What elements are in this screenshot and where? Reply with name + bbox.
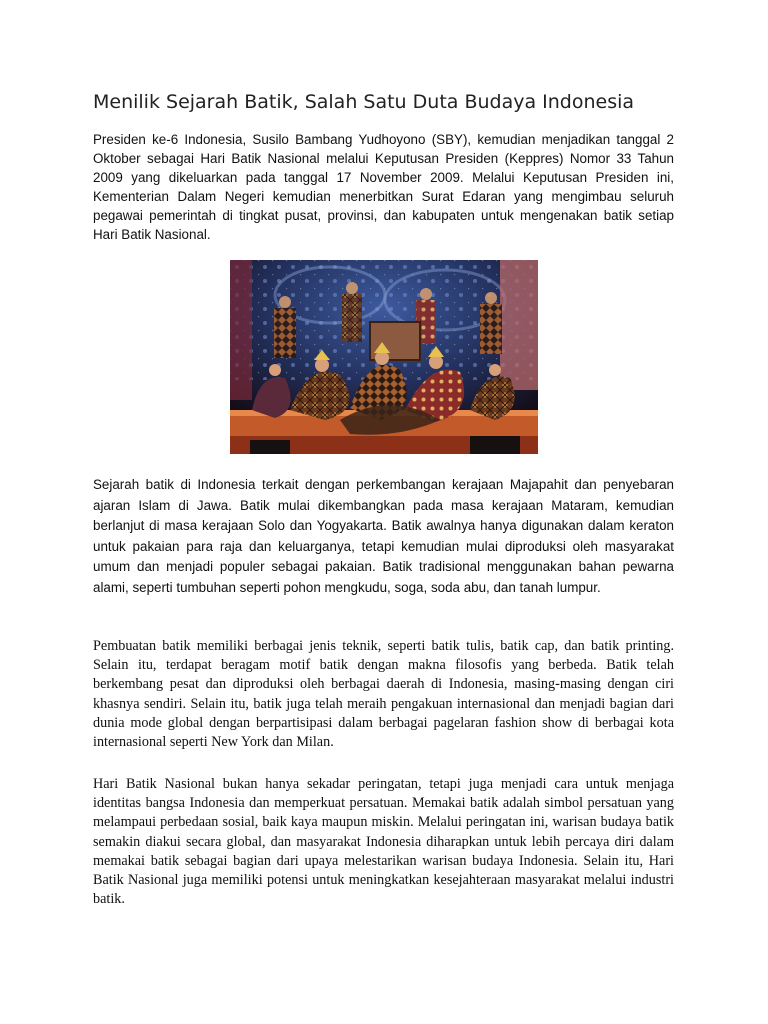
- paragraph-batik-history: Sejarah batik di Indonesia terkait dengan perkembangan kerajaan Majapahit dan penyebaran ajaran Islam di Jawa. Batik mulai dikembangkan pada masa kerajaan Mataram, kemudian berlanjut di masa kerajaan Solo dan Yogyakarta. Batik awalnya hanya digunakan dalam keraton untuk pakaian para raja dan keluarganya, tetapi kemudian mulai diproduksi oleh masyarakat umum dan menjadi populer sebagai pakaian. Batik tradisional menggunakan bahan pewarna alami, seperti tumbuhan seperti pohon mengkudu, soga, soda abu, dan tanah lumpur.: [93, 477, 674, 595]
- article-title: Menilik Sejarah Batik, Salah Satu Duta Budaya Indonesia: [93, 91, 635, 113]
- paragraph-hari-batik-decree: Presiden ke-6 Indonesia, Susilo Bambang Yudhoyono (SBY), kemudian menjadikan tanggal 2 Oktober sebagai Hari Batik Nasional melalui Keputusan Presiden (Keppres) Nomor 33 Tahun 2009 yang dikeluarkan pada tanggal 17 November 2009. Melalui Keputusan Presiden ini, Kementerian Dalam Negeri kemudian menerbitkan Surat Edaran yang mengimbau seluruh pegawai pemerintah di tingkat pusat, provinsi, dan kabupaten untuk mengenakan batik setiap Hari Batik Nasional.: [93, 132, 674, 242]
- paragraph-batik-identity: Hari Batik Nasional bukan hanya sekadar peringatan, tetapi juga menjadi cara untuk menjaga identitas bangsa Indonesia dan memperkuat persatuan. Memakai batik adalah simbol persatuan yang melampaui perbedaan sosial, baik kaya maupun miskin. Melalui peringatan ini, warisan budaya batik semakin diakui secara global, dan masyarakat Indonesia diharapkan untuk lebih percaya diri dalam memakai batik sebagai bagian dari upaya melestarikan warisan budaya Indonesia. Selain itu, Hari Batik Nasional juga memiliki potensi untuk meningkatkan kesejahteraan masyarakat melalui industri batik.: [93, 776, 674, 908]
- batik-fashion-show-photo: [230, 260, 538, 454]
- batik-fashion-show-illustration: [230, 260, 538, 454]
- paragraph-batik-techniques: Pembuatan batik memiliki berbagai jenis teknik, seperti batik tulis, batik cap, dan batik printing. Selain itu, terdapat beragam motif batik dengan makna filosofis yang berbeda. Batik telah berkembang pesat dan diproduksi oleh berbagai daerah di Indonesia, masing-masing dengan ciri khasnya sendiri. Selain itu, batik juga telah meraih pengakuan internasional dan menjadi bagian dari dunia mode global dengan berpartisipasi dalam berbagai pagelaran fashion show di berbagai kota internasional seperti New York dan Milan.: [93, 638, 674, 751]
